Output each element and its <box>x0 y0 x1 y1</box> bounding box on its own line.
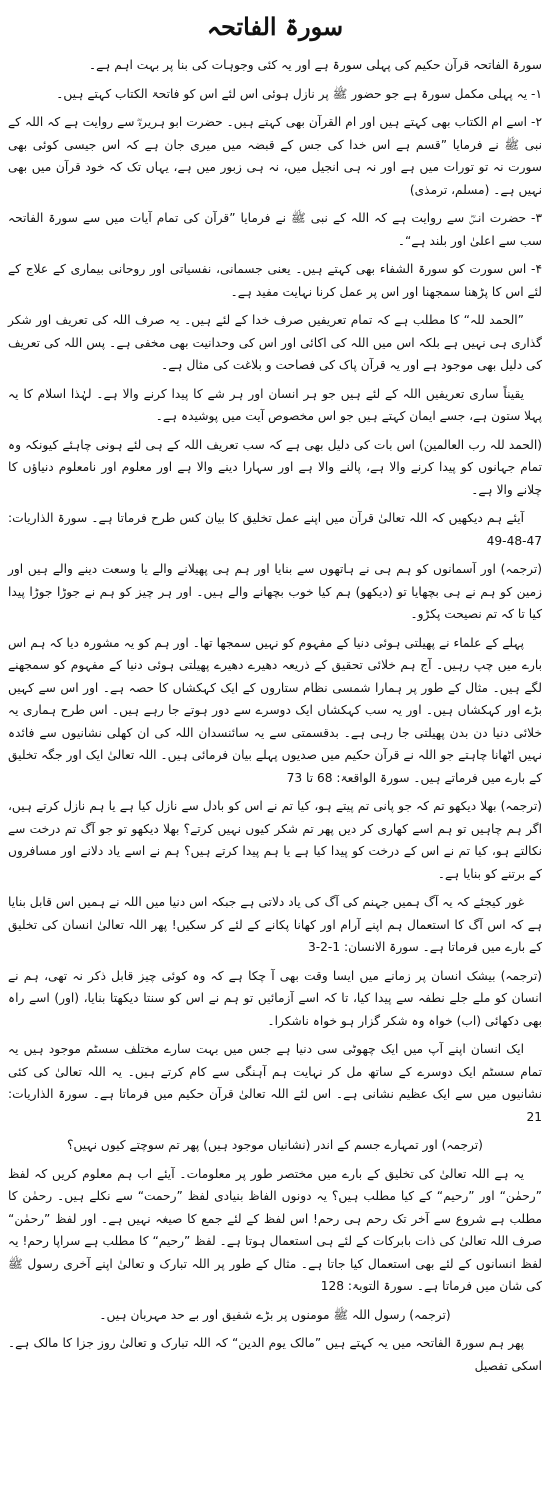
paragraph-maliki-yawmiddin: پھر ہم سورۃ الفاتحہ میں یہ کہتے ہیں ”مالک یوم الدین“ کہ اللہ تبارک و تعالیٰ روز جزا کا مالک ہے۔ اسکی تفصیل <box>8 1336 542 1373</box>
paragraph-point-2: ۲- اسے ام الکتاب بھی کہتے ہیں اور ام القرآن بھی کہتے ہیں۔ حضرت ابو ہریرہؓ سے روایت ہے کہ اللہ کے نبی ﷺ نے فرمایا ”قسم ہے اس خدا کی جس کے قبضہ میں میری جان ہے کہ اس جیسی کوئی بھی سورت نہ تو تورات میں ہے اور نہ ہی انجیل میں، نہ ہی زبور میں ہے، یہاں تک کہ خود قرآن میں بھی نہیں ہے۔ (مسلم، ترمذی) <box>8 115 542 197</box>
paragraph-translation-4: (ترجمہ) اور تمہارے جسم کے اندر (نشانیاں موجود ہیں) پھر تم سوچتے کیوں نہیں؟ <box>67 1138 483 1152</box>
paragraph-rahman-raheem: یہ ہے اللہ تعالیٰ کی تخلیق کے بارے میں مختصر طور پر معلومات۔ آیئے اب ہم معلوم کریں کہ لفظ ”رحمٰن“ اور ”رحیم“ کے کیا مطلب ہیں؟ یہ دونوں الفاظ بنیادی لفظ ”رحمت“ سے نکلے ہیں۔ رحمٰن کا مطلب ہے شروع سے آخر تک رحم ہی رحم! اس لفظ کے لئے جمع کا صیغہ نہیں ہے۔ اور لفظ ”رحمٰن“ صرف اللہ تعالیٰ کی ذات بابرکات کے لئے ہی استعمال ہوتا ہے۔ لفظ ”رحیم“ کا مطلب ہے سراپا رحم! یہ لفظ انسانوں کے لئے بھی استعمال کیا جاتا ہے۔ مثال کے طور پر اللہ تبارک و تعالیٰ اپنے آخری رسول ﷺ کی شان میں فرماتا ہے۔ سورۃ التوبۃ: 128 <box>8 1166 542 1293</box>
paragraph-rabbil-alameen: (الحمد للہ رب العالمین) اس بات کی دلیل بھی ہے کہ سب تعریف اللہ کے ہی لئے ہونی چاہئے کیونکہ وہ تمام جہانوں کو پیدا کرنے والا ہے، پالنے والا ہے اور سہارا دینے والا ہے اور معلوم اور نامعلوم دنیاؤں کا چلانے والا ہے۔ <box>8 437 542 497</box>
page-title: سورۃ الفاتحہ <box>206 12 344 41</box>
paragraph-alhamdulillah: ”الحمد للہ“ کا مطلب ہے کہ تمام تعریفیں صرف خدا کے لئے ہیں۔ یہ صرف اللہ کی تعریف اور شکر گذاری ہی نہیں ہے بلکہ اس میں اللہ کی اکائی اور اس کی وحدانیت بھی مخفی ہے۔ پس اللہ کی تعریف کی دلیل بھی موجود ہے اور یہ قرآن پاک کی فصاحت و بلاغت کی مثال ہے۔ <box>8 313 542 372</box>
paragraph-intro: سورۃ الفاتحہ قرآن حکیم کی پہلی سورۃ ہے اور یہ کئی وجوہات کی بنا پر بہت اہم ہے۔ <box>88 58 542 72</box>
paragraph-point-1: ۱- یہ پہلی مکمل سورۃ ہے جو حضور ﷺ پر نازل ہوئی اس لئے اس کو فاتحۃ الکتاب کہتے ہیں۔ <box>56 86 542 101</box>
paragraph-human-systems: ایک انسان اپنے آپ میں ایک چھوٹی سی دنیا ہے جس میں بہت سارے مختلف سسٹم موجود ہیں یہ تمام سسٹم ایک دوسرے کے ساتھ مل کر نہایت ہم آہنگی سے کام کرتے ہیں۔ یہ اللہ تعالیٰ کی کئی نشانیوں میں سے ایک عظیم نشانی ہے۔ اس لئے اللہ تعالیٰ قرآن حکیم میں فرماتا ہے۔ سورۃ الذاریات: 21 <box>8 1042 542 1124</box>
paragraph-translation-3: (ترجمہ) بیشک انسان پر زمانے میں ایسا وقت بھی آ چکا ہے کہ وہ کوئی چیز قابل ذکر نہ تھی، ہم نے انسان کو ملے جلے نطفہ سے پیدا کیا، تا کہ اسے آزمائیں تو ہم نے اس کو سنتا دیکھتا بنایا، (اور) اسے راہ بھی دکھائی (اب) خواہ وہ شکر گزار ہو خواہ ناشکرا۔ <box>8 968 542 1028</box>
paragraph-translation-2: (ترجمہ) بھلا دیکھو تم کہ جو پانی تم پیتے ہو، کیا تم نے اس کو بادل سے نازل کیا ہے یا ہم نازل کرتے ہیں، اگر ہم چاہیں تو ہم اسے کھاری کر دیں پھر تم شکر کیوں نہیں کرتے؟ بھلا دیکھو تو جو آگ تم درخت سے نکالتے ہو، کیا تم نے اس کے درخت کو پیدا کیا ہے یا ہم پیدا کرتے ہیں؟ ہم نے اسے یاد دلانے اور مسافروں کے برتنے کو بنایا ہے۔ <box>8 799 542 881</box>
paragraph-translation-1: (ترجمہ) اور آسمانوں کو ہم ہی نے ہاتھوں سے بنایا اور ہم ہی پھیلانے والے یا وسعت دینے والے ہیں اور زمین کو ہم نے ہی بچھایا تو (دیکھو) ہم کیا خوب بچھانے والے ہیں۔ اور ہر چیز کو ہم نے جوڑا جوڑا پیدا کیا تا کہ تم نصیحت پکڑو۔ <box>8 562 542 621</box>
paragraph-creation-intro: آیئے ہم دیکھیں کہ اللہ تعالیٰ قرآن میں اپنے عمل تخلیق کا بیان کس طرح فرماتا ہے۔ سورۃ الذاریات: 47-48-49 <box>8 511 542 548</box>
paragraph-fire: غور کیجئے کہ یہ آگ ہمیں جہنم کی آگ کی یاد دلاتی ہے جبکہ اس دنیا میں اللہ نے ہمیں اس قابل بنایا ہے کہ اس آگ کا استعمال ہم اپنے آرام اور کھانا پکانے کے لئے کر سکیں! پھر اللہ تعالیٰ انسان کی تخلیق کے بارے میں فرماتا ہے۔ سورۃ الانسان: 1-2-3 <box>8 895 542 954</box>
paragraph-praise: یقیناً ساری تعریفیں اللہ کے لئے ہیں جو ہر انسان اور ہر شے کا پیدا کرنے والا ہے۔ لہٰذا اسلام کا یہ پہلا ستون ہے، جسے ایمان کہتے ہیں جو اس مخصوص آیت میں پوشیدہ ہے۔ <box>8 386 542 423</box>
paragraph-point-4: ۴- اس سورت کو سورۃ الشفاء بھی کہتے ہیں۔ یعنی جسمانی، نفسیاتی اور روحانی بیماری کے علاج کے لئے اس کا پڑھنا سمجھنا اور اس پر عمل کرنا نہایت مفید ہے۔ <box>8 262 542 299</box>
paragraph-expanding-universe: پہلے کے علماء نے پھیلتی ہوئی دنیا کے مفہوم کو نہیں سمجھا تھا۔ اور ہم کو یہ مشورہ دیا کہ ہم اس بارے میں چپ رہیں۔ آج ہم خلائی تحقیق کے ذریعہ دھیرے دھیرے پھیلتی ہوئی دنیا کے مفہوم کو سمجھنے لگے ہیں۔ مثال کے طور پر ہمارا شمسی نظام ستاروں کے ایک کہکشاں کا حصہ ہے۔ اور اس سے کہیں بڑے اور کہکشاں ہیں۔ اور یہ سب کہکشاں ایک دوسرے سے دور ہوتے جا رہے ہیں۔ اس طرح ہماری یہ خلائی دنیا دن بدن پھیلتی جا رہی ہے۔ بدقسمتی سے یہ سائنسدان اللہ کی ان کھلی نشانیوں سے فائدہ نہیں اٹھانا چاہتے جو اللہ نے قرآن حکیم میں صدیوں پہلے بیان فرمائی ہیں۔ اللہ تعالیٰ ایک اور جگہ تخلیق کے بارے میں فرماتے ہیں۔ سورۃ الواقعۃ: 68 تا 73 <box>8 635 542 785</box>
paragraph-translation-5: (ترجمہ) رسول اللہ ﷺ مومنوں پر بڑے شفیق اور بے حد مہربان ہیں۔ <box>99 1307 451 1322</box>
paragraph-point-3: ۳- حضرت انسؓ سے روایت ہے کہ اللہ کے نبی ﷺ نے فرمایا ”قرآن کی تمام آیات میں سے سورۃ الفاتحہ سب سے اعلیٰ اور بلند ہے“۔ <box>8 211 542 248</box>
